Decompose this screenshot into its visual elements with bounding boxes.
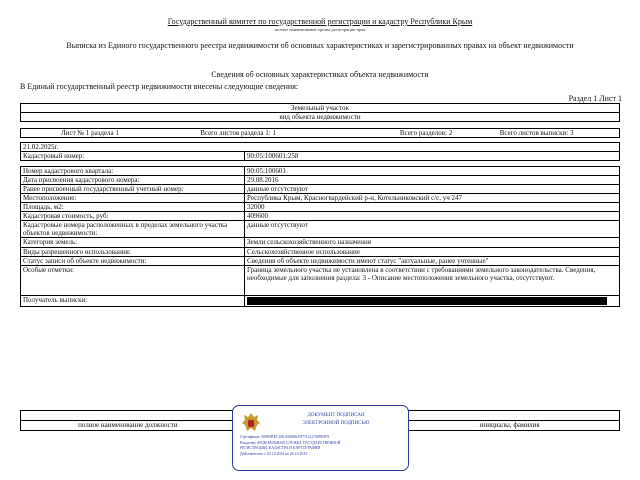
stamp-title-line-2: ЭЛЕКТРОННОЙ ПОДПИСЬЮ — [302, 420, 370, 426]
special-notes-value: Граница земельного участка не установлена в соответствии с требованиями земельного законодательства. Сведения, необходимые для заполнения раздела: 3 - Описание местоположения земельного участка, отсутствуют. — [245, 265, 620, 295]
permitted-use-label: Виды разрешенного использования: — [21, 247, 245, 256]
cadastral-cost-label: Кадастровая стоимость, руб: — [21, 212, 245, 221]
object-type: Земельный участок — [21, 104, 620, 113]
table-row — [21, 256, 620, 265]
total-sheets-extract: Всего листов выписки: 3 — [470, 129, 620, 138]
table-row — [21, 265, 620, 295]
assign-date-value: 29.08.2016 — [245, 176, 620, 185]
extract-date: 21.02.2025г. — [21, 143, 620, 152]
object-type-table — [20, 103, 620, 122]
table-row — [21, 295, 620, 306]
objects-within-value: данные отсутствуют — [245, 221, 620, 238]
position-cell — [21, 411, 236, 421]
stamp-title — [267, 412, 405, 427]
location-label: Местоположение: — [21, 194, 245, 203]
table-row — [21, 212, 620, 221]
special-notes-label: Особые отметки: — [21, 265, 245, 295]
e-signature-stamp — [232, 405, 409, 471]
cadastral-quarter-label: Номер кадастрового квартала: — [21, 167, 245, 176]
sheet-number: Лист № 1 раздела 1 — [21, 129, 171, 138]
area-label: Площадь, м2: — [21, 203, 245, 212]
total-sheets-section: Всего листов раздела 1: 1 — [170, 129, 320, 138]
recipient-value — [245, 295, 620, 306]
cadastral-cost-value: 409600 — [245, 212, 620, 221]
cadastral-quarter-value: 90:05:100601 — [245, 167, 620, 176]
former-number-value: данные отсутствуют — [245, 185, 620, 194]
stamp-owner-1: Владелец: ФЕДЕРАЛЬНАЯ СЛУЖБА ГОСУДАРСТВЕННОЙ — [240, 440, 341, 445]
land-category-value: Земли сельскохозяйственного назначения — [245, 238, 620, 247]
stamp-title-line-1: ДОКУМЕНТ ПОДПИСАН — [307, 413, 365, 418]
sheet-info-table — [20, 128, 620, 138]
total-sections: Всего разделов: 2 — [320, 129, 470, 138]
former-number-label: Ранее присвоенный государственный учетный номер: — [21, 185, 245, 194]
table-row — [21, 203, 620, 212]
object-type-caption: вид объекта недвижимости — [21, 113, 620, 122]
stamp-validity: Действителен: с 02.10.2024 по 26.10.2025 — [240, 451, 308, 456]
area-value: 32000 — [245, 203, 620, 212]
main-info-table — [20, 142, 620, 307]
cadastral-number-value: 90:05:100601:258 — [245, 152, 620, 161]
table-row — [21, 185, 620, 194]
info-title: Сведения об основных характеристиках объекта недвижимости — [211, 70, 429, 79]
stamp-details — [240, 435, 405, 457]
land-category-label: Категория земель: — [21, 238, 245, 247]
objects-within-label: Кадастровые номера расположенных в пределах земельного участка объектов недвижимости: — [21, 221, 245, 238]
record-status-label: Статус записи об объекте недвижимости: — [21, 256, 245, 265]
agency-caption: полное наименование органа регистрации прав — [274, 27, 366, 32]
stamp-certificate: Сертификат: 009F0BEC1B1A8268645F7A1227088E0F9 — [240, 435, 330, 439]
location-value: Республика Крым, Красногвардейский р-н, Котельниковский с/с, уч 247 — [245, 194, 620, 203]
cadastral-number-label: Кадастровый номер: — [21, 152, 245, 161]
record-status-value: Сведения об объекте недвижимости имеют статус "актуальные, ранее учтенные" — [245, 256, 620, 265]
agency-name: Государственный комитет по государственной регистрации и кадастру Республики Крым — [167, 17, 473, 26]
table-row — [21, 152, 620, 161]
redaction-bar — [247, 297, 607, 305]
section-number: Раздел 1 Лист 1 — [568, 94, 622, 103]
name-caption: инициалы, фамилия — [400, 421, 620, 431]
table-row — [21, 247, 620, 256]
table-row — [21, 194, 620, 203]
emblem-icon — [239, 411, 263, 435]
extract-title: Выписка из Единого государственного реестра недвижимости об основных характеристиках и зарегистрированных правах на объект недвижимости — [66, 41, 574, 50]
intro-text: В Единый государственный реестр недвижимости внесены следующие сведения: — [20, 82, 299, 91]
table-row — [21, 167, 620, 176]
name-cell — [400, 411, 620, 421]
stamp-owner-2: РЕГИСТРАЦИИ, КАДАСТРА И КАРТОГРАФИИ — [240, 446, 321, 450]
table-row — [21, 238, 620, 247]
recipient-label: Получатель выписки: — [21, 295, 245, 306]
table-row — [21, 176, 620, 185]
position-caption: полное наименование должности — [21, 421, 236, 431]
table-row — [21, 221, 620, 238]
assign-date-label: Дата присвоения кадастрового номера: — [21, 176, 245, 185]
permitted-use-value: Сельскохозяйственное использование — [245, 247, 620, 256]
